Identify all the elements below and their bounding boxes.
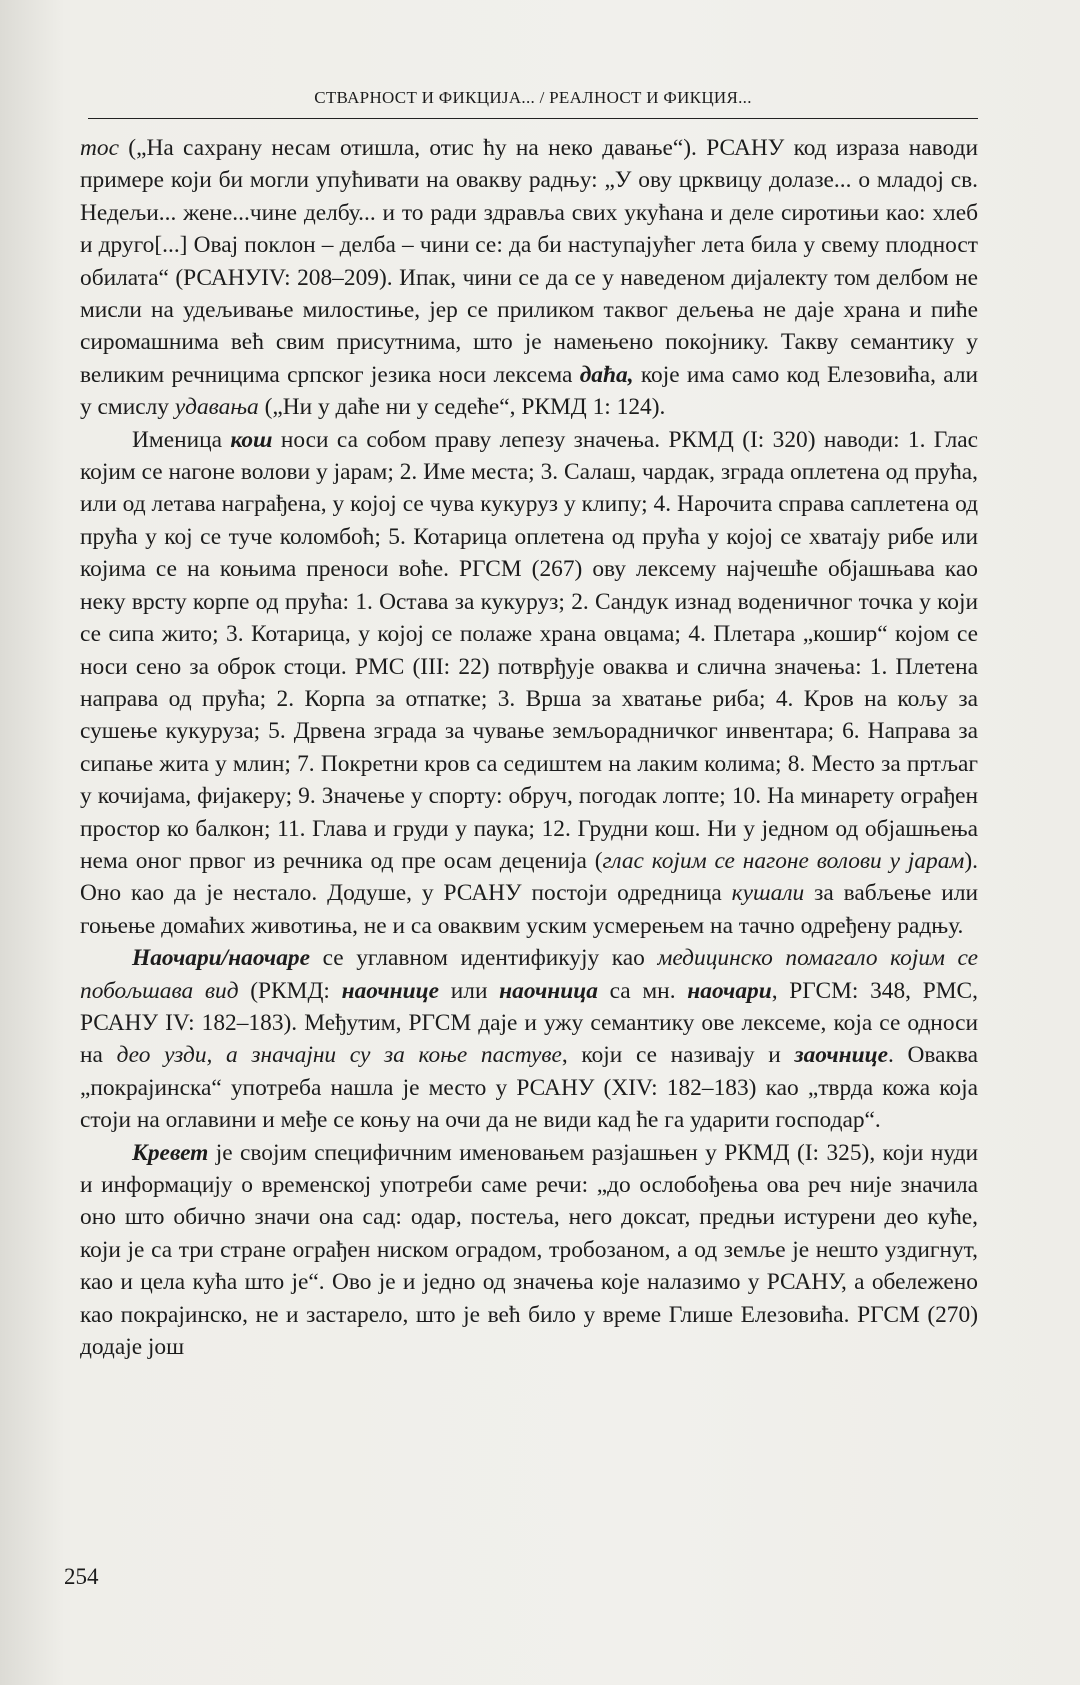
paragraph-1: тос („На сахрану несам отишла, отис ћу на неко давање“). РСАНУ код израза наводи примере који би могли упућивати на овакву радњу: „У ову црквицу долазе... о младој св. Недељи... жене...чине делбу... и то ради здравља свих укућана и деле сиротињи као: хлеб и друго[...] Овај поклон – делба – чини се: да би наступајућег лета била у свему плодност обилата“ (РСАНУIV: 208–209). Ипак, чини се да се у наведеном дијалекту том делбом не мисли на удељивање милостиње, јер се приликом таквог дељења не даје храна и пиће сиромашнима већ свим присутнима, што је намењено покојнику. Такву семантику у великим речницима српског језика носи лексема даћа, које има само код Елезовића, али у смислу удавања („Ни у даће ни у седеће“, РКМД 1: 124).	[80, 135, 979, 421]
page-number: 254	[64, 1564, 99, 1589]
paragraph-3: Наочари/наочаре се углавном идентификују као медицинско помагало којим се побољшава вид (РКМД: наочнице или наочница са мн. наочари, РГСМ: 348, РМС, РСАНУ IV: 182–183). Међутим, РГСМ даје и ужу семантику ове лексеме, која се односи на део узди, а значајни су за коње пастуве, који се називају и заочнице. Оваква „покрајинска“ употреба нашла је место у РСАНУ (XIV: 182–183) као „тврда кожа која стоји на оглавини и међе се коњу на очи да не види кад ће га ударити господар“.	[80, 945, 979, 1134]
paragraph-4: Кревет је својим специфичним именовањем разјашњен у РКМД (I: 325), који нуди и информацију о временској употреби саме речи: „до ослобођења ова реч није значила оно што обично значи она сад: одар, постеља, него доксат, предњи истурени део куће, који је са три стране ограђен ниском оградом, тробозаном, а од земље је нешто уздигнут, као и цела кућа што је“. Ово је и једно од значења које налазимо у РСАНУ, а обележено као покрајинско, не и застарело, што је већ било у време Глише Елезовића. РГСМ (270) додаје још	[80, 1139, 978, 1361]
running-header: СТВАРНОСТ И ФИКЦИЈА... / РЕАЛНОСТ И ФИКЦИЯ...	[314, 88, 752, 107]
paragraph-2: Именица кош носи са собом праву лепезу значења. РКМД (I: 320) наводи: 1. Глас којим се нагоне волови у јарам; 2. Име места; 3. Салаш, чардак, зграда оплетена од прућа, или од летава награђена, у којој се чува кукуруз у клипу; 4. Нарочита справа саплетена од прућа у кој се туче коломбоћ; 5. Котарица оплетена од прућа у којој се хватају рибе или којима се на коњима преноси воће. РГСМ (267) ову лексему најчешће објашњава као неку врсту корпе од прућа: 1. Остава за кукуруз; 2. Сандук изнад воденичног точка у који се сипа жито; 3. Котарица, у којој се полаже храна овцама; 4. Плетара „кошир“ којом се носи сено за оброк стоци. РМС (III: 22) потврђује оваква и слична значења: 1. Плетена направа од прућа; 2. Корпа за отпатке; 3. Врша за хватање риба; 4. Кров на кољу за сушење кукуруза; 5. Дрвена зграда за чување земљорадничког инвентара; 6. Направа за сипање жита у млин; 7. Покретни кров са седиштем на лаким колима; 8. Место за пртљаг у кочијама, фијакеру; 9. Значење у спорту: обруч, погодак лопте; 10. На минарету ограђен простор ко балкон; 11. Глава и груди у паука; 12. Грудни кош. Ни у једном од објашњења нема оног првог из речника од пре осам деценија (глас којим се нагоне волови у јарам). Оно као да је нестало. Додуше, у РСАНУ постоји одредница кушали за вабљење или гоњење домаћих животиња, не и са оваквим уским усмерењем на тачно одређену радњу.	[80, 426, 979, 939]
body-text	[80, 132, 978, 1363]
header-rule	[88, 118, 978, 119]
